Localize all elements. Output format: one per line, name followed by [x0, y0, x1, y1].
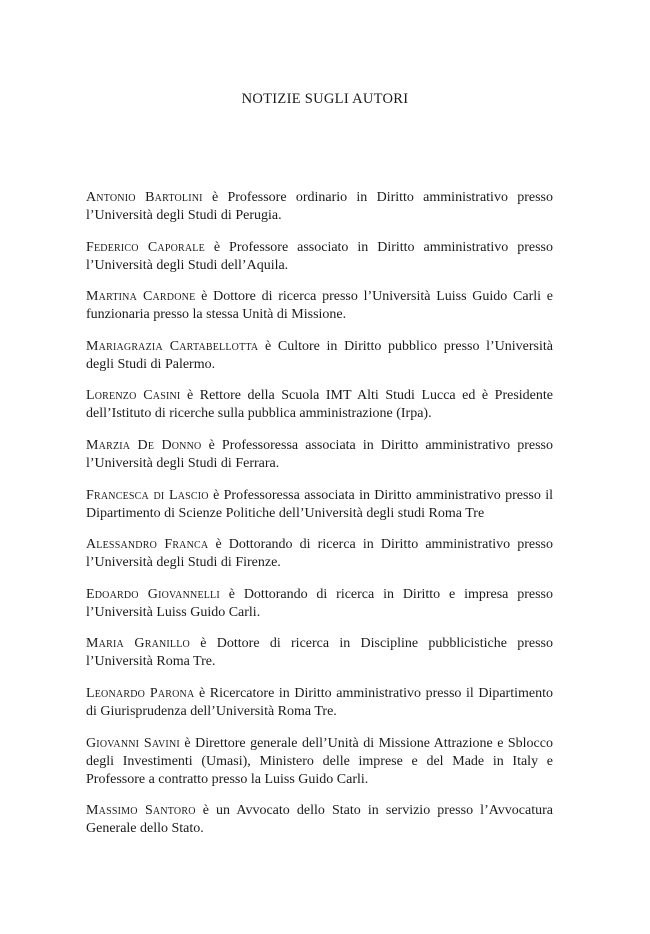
author-bio: è Cultore in Diritto pubblico presso l’Università degli Studi di Palermo. — [86, 338, 553, 372]
author-list — [86, 189, 553, 852]
author-name: Mariagrazia Cartabellotta — [86, 338, 259, 354]
author-entry — [86, 437, 553, 473]
author-name: Giovanni Savini — [86, 735, 180, 751]
author-name: Massimo Santoro — [86, 803, 196, 819]
page-title: NOTIZIE SUGLI AUTORI — [241, 91, 409, 107]
author-entry — [86, 338, 553, 374]
author-entry — [86, 586, 553, 622]
author-name: Martina Cardone — [86, 289, 196, 305]
author-name: Leonardo Parona — [86, 685, 195, 701]
author-name: Antonio Bartolini — [86, 190, 203, 205]
author-bio: è Rettore della Scuola IMT Alti Studi Lucca ed è Presidente dell’Istituto di ricerche sulla pubblica amministrazione (Irpa). — [86, 388, 553, 422]
author-bio: è Dottorando di ricerca in Diritto amministrativo presso l’Università degli Studi di Firenze. — [86, 537, 553, 571]
author-bio: è un Avvocato dello Stato in servizio presso l’Avvocatura Generale dello Stato. — [86, 803, 553, 837]
author-name: Lorenzo Casini — [86, 388, 181, 404]
author-entry — [86, 239, 553, 275]
author-bio: è Dottore di ricerca in Discipline pubblicistiche presso l’Università Roma Tre. — [86, 636, 554, 670]
author-name: Federico Caporale — [86, 239, 205, 255]
author-bio: è Professore associato in Diritto amministrativo presso l’Università degli Studi dell’Aquila. — [86, 239, 554, 273]
author-bio: è Professoressa associata in Diritto amministrativo presso il Dipartimento di Scienze Politiche dell’Università degli studi Roma Tre — [86, 487, 553, 521]
author-entry — [86, 735, 553, 789]
author-entry — [86, 536, 553, 572]
author-entry — [86, 487, 553, 523]
author-name: Edoardo Giovannelli — [86, 586, 220, 602]
author-bio: è Professoressa associata in Diritto amministrativo presso l’Università degli Studi di Ferrara. — [86, 437, 553, 471]
author-bio: è Dottorando di ricerca in Diritto e impresa presso l’Università Luiss Guido Carli. — [86, 586, 554, 620]
author-entry — [86, 387, 553, 423]
author-entry — [86, 189, 553, 225]
author-entry — [86, 802, 553, 838]
author-entry — [86, 635, 553, 671]
author-name: Maria Granillo — [86, 636, 190, 652]
author-name: Francesca di Lascio — [86, 487, 209, 503]
author-name: Alessandro Franca — [86, 537, 209, 553]
author-bio: è Professore ordinario in Diritto amministrativo presso l’Università degli Studi di Perugia. — [86, 190, 553, 223]
author-entry — [86, 288, 553, 324]
author-bio: è Dottore di ricerca presso l’Università Luiss Guido Carli e funzionaria presso la stessa Unità di Missione. — [86, 289, 553, 323]
author-name: Marzia De Donno — [86, 437, 202, 453]
author-entry — [86, 685, 553, 721]
author-bio: è Direttore generale dell’Unità di Missione Attrazione e Sblocco degli Investimenti (Umasi), Ministero delle imprese e del Made in Italy e Professore a contratto presso la Luiss Guido Carli. — [86, 735, 553, 787]
author-bio: è Ricercatore in Diritto amministrativo presso il Dipartimento di Giurisprudenza dell’Università Roma Tre. — [86, 685, 553, 719]
